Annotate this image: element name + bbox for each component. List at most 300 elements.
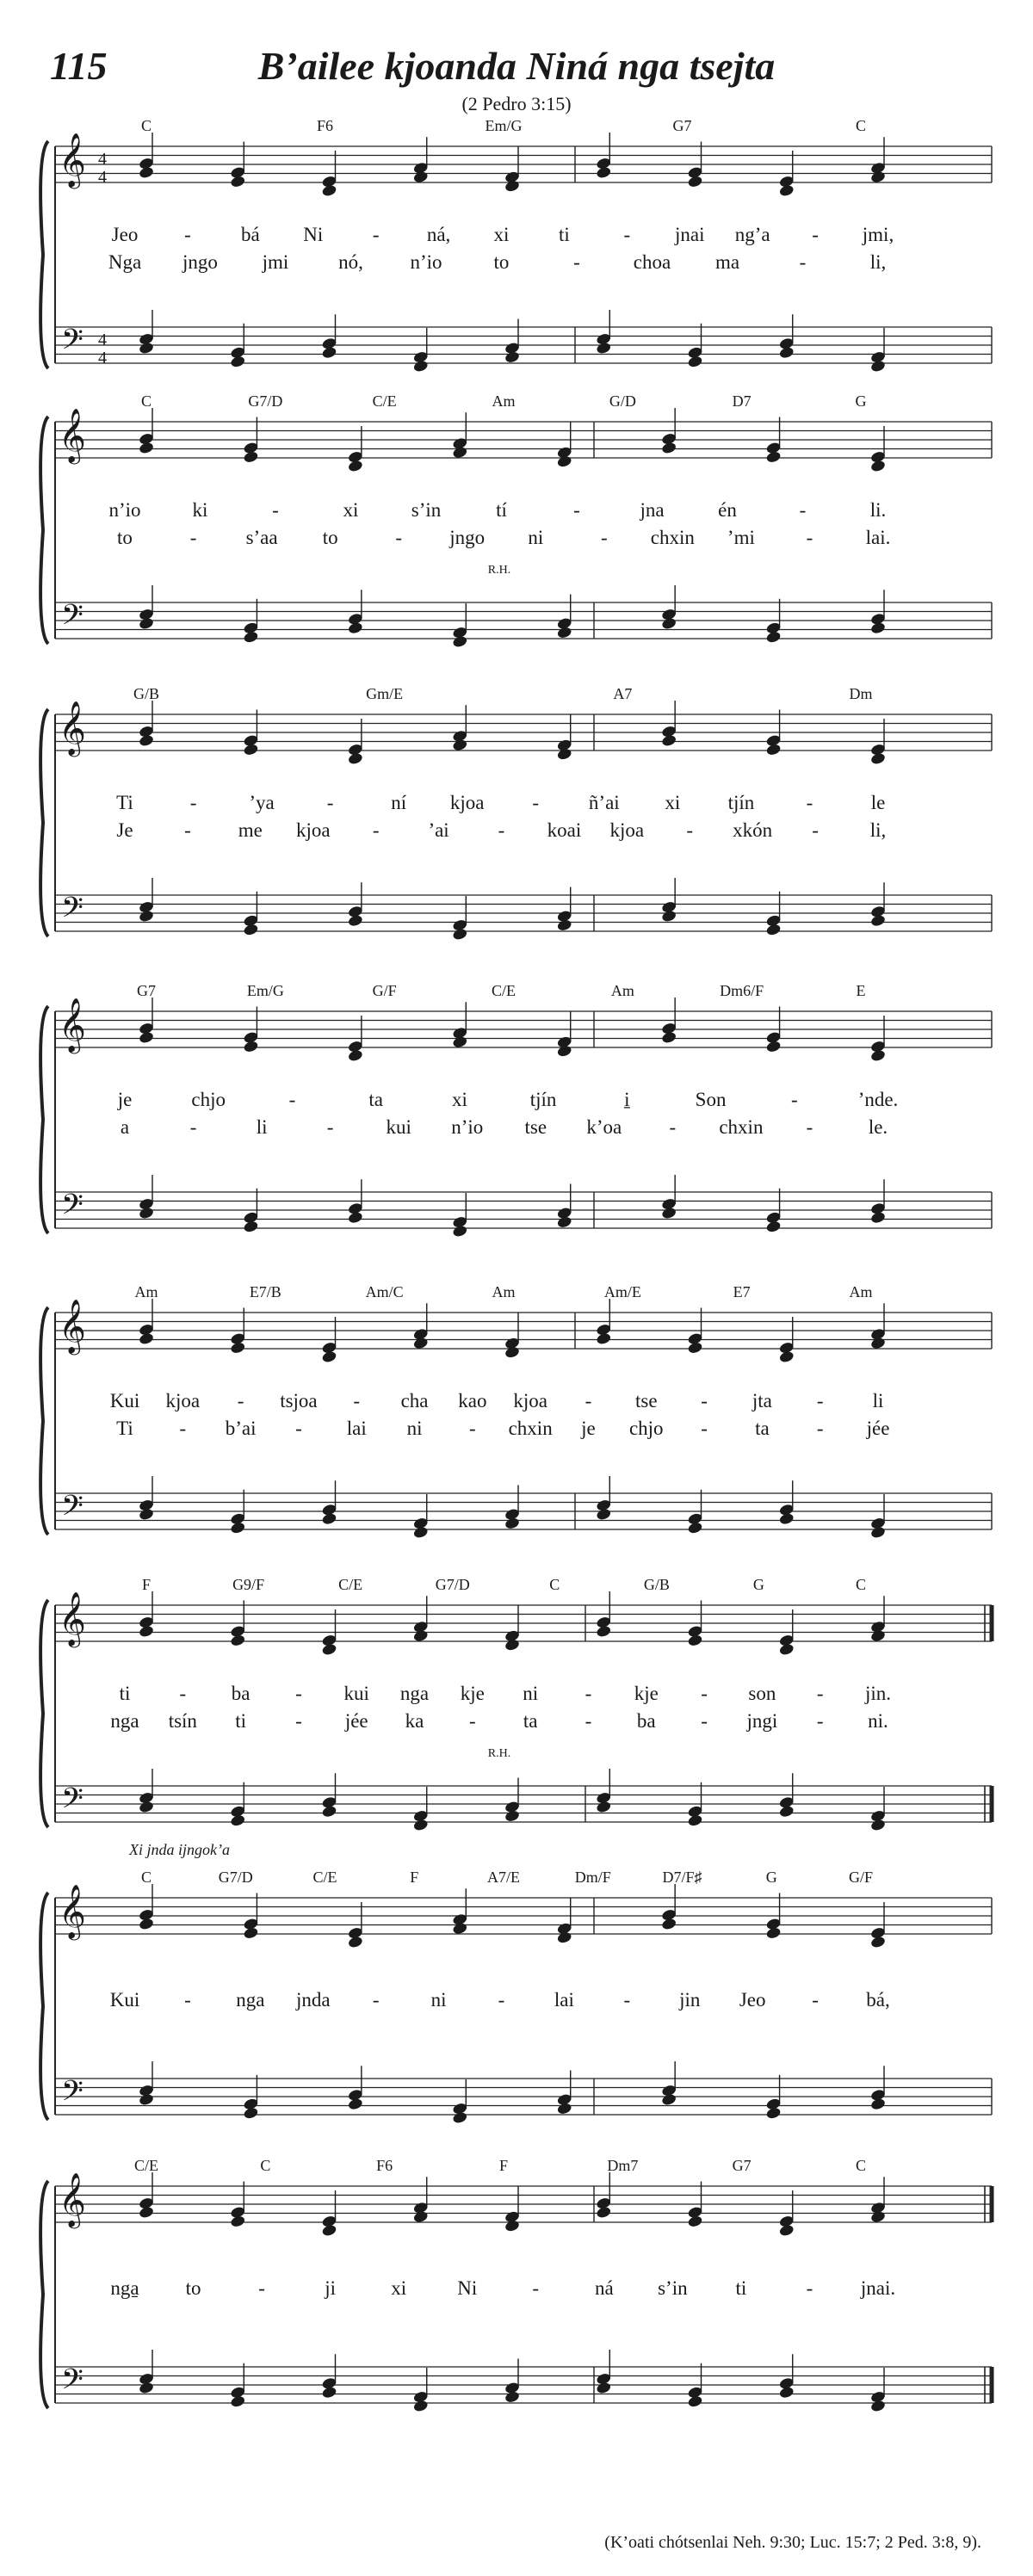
bass-clef-icon: 𝄢 bbox=[61, 892, 84, 930]
lyric-verse-1: - bbox=[532, 792, 540, 813]
note-head bbox=[778, 1512, 795, 1526]
lyric-verse-1: nga̱ bbox=[110, 2277, 139, 2299]
note-head bbox=[556, 454, 572, 468]
lyric-verse-1: - bbox=[353, 1390, 361, 1412]
lyric-verse-2: jée bbox=[866, 1418, 890, 1439]
note-head bbox=[412, 2400, 429, 2413]
chord-symbol: G7 bbox=[672, 117, 692, 134]
lyric-verse-1: tjín bbox=[727, 792, 755, 813]
chord-symbol: Am bbox=[492, 392, 516, 410]
note-head bbox=[870, 1337, 887, 1350]
time-signature: 4 bbox=[98, 349, 107, 368]
lyric-verse-2: lai. bbox=[865, 527, 891, 548]
lyric-verse-2: ’mi bbox=[727, 527, 755, 548]
lyric-verse-1: cha bbox=[400, 1390, 429, 1412]
lyric-verse-2: - bbox=[669, 1116, 677, 1138]
note-head bbox=[765, 1220, 782, 1233]
chord-symbol: F bbox=[141, 1576, 152, 1593]
note-head bbox=[452, 1225, 468, 1239]
lyric-verse-2: ta bbox=[755, 1418, 770, 1439]
treble-clef-icon: 𝄞 bbox=[59, 2174, 86, 2226]
lyric-verse-2: li, bbox=[869, 819, 887, 841]
note-head bbox=[556, 747, 572, 761]
lyric-verse-2: chxin bbox=[508, 1418, 553, 1439]
lyric-verse-1: - bbox=[623, 224, 631, 245]
lyric-verse-1: - bbox=[806, 792, 813, 813]
lyric-verse-1: ná bbox=[594, 2277, 614, 2299]
note-head bbox=[556, 918, 572, 932]
lyric-verse-1: - bbox=[585, 1683, 592, 1704]
chord-symbol: E7/B bbox=[249, 1283, 281, 1300]
chord-symbol: D7/F♯ bbox=[662, 1869, 702, 1886]
chord-symbol: C/E bbox=[491, 982, 516, 999]
note-head bbox=[230, 1521, 246, 1535]
chord-symbol: G/F bbox=[848, 1869, 874, 1886]
lyric-verse-1: xi bbox=[665, 792, 681, 813]
lyric-verse-1: le bbox=[870, 792, 886, 813]
lyric-verse-2: le. bbox=[868, 1116, 888, 1138]
lyric-verse-1: xi bbox=[343, 499, 359, 521]
lyric-verse-1: - bbox=[532, 2277, 540, 2299]
note-head bbox=[139, 1031, 155, 1045]
note-head bbox=[347, 752, 363, 766]
note-head bbox=[556, 1215, 572, 1229]
lyric-verse-1: jnai bbox=[675, 224, 705, 245]
note-head bbox=[412, 360, 429, 374]
lyric-verse-1: ng’a bbox=[734, 224, 770, 245]
time-signature: 4 bbox=[98, 330, 107, 349]
note-head bbox=[412, 1526, 429, 1540]
lyric-verse-2: - bbox=[806, 1116, 813, 1138]
chord-symbol: C bbox=[140, 1869, 152, 1886]
note-head bbox=[412, 170, 429, 184]
note-head bbox=[139, 2093, 155, 2107]
note-head bbox=[452, 1922, 468, 1936]
note-head bbox=[765, 630, 782, 644]
treble-clef-icon: 𝄞 bbox=[59, 999, 86, 1051]
note-head bbox=[765, 743, 782, 757]
note-head bbox=[452, 635, 468, 649]
note-head bbox=[321, 346, 337, 360]
note-head bbox=[870, 1629, 887, 1643]
note-head bbox=[347, 2097, 363, 2111]
lyric-verse-1: lai bbox=[554, 1989, 574, 2011]
lyric-verse-2: Ti bbox=[116, 1418, 133, 1439]
note-head bbox=[452, 1035, 468, 1049]
lyric-verse-1: - bbox=[237, 1390, 244, 1412]
chord-symbol: Em/G bbox=[246, 982, 284, 999]
lyric-verse-2: - bbox=[585, 1710, 592, 1732]
note-head bbox=[556, 2102, 572, 2116]
lyric-verse-2: kjoa bbox=[295, 819, 331, 841]
note-head bbox=[139, 342, 155, 355]
lyric-verse-1: ná, bbox=[426, 224, 451, 245]
lyric-verse-1: i̱ bbox=[624, 1089, 630, 1110]
note-head bbox=[661, 734, 677, 748]
lyric-verse-1: - bbox=[184, 224, 191, 245]
lyric-verse-1: - bbox=[184, 1989, 191, 2011]
note-head bbox=[661, 1918, 677, 1931]
note-head bbox=[687, 1634, 703, 1647]
lyric-verse-1: ti bbox=[119, 1683, 131, 1704]
note-head bbox=[870, 170, 887, 184]
chord-symbol: G bbox=[765, 1869, 777, 1886]
note-head bbox=[452, 2111, 468, 2125]
lyric-verse-1: bá, bbox=[866, 1989, 890, 2011]
lyric-verse-2: - bbox=[184, 819, 191, 841]
lyric-verse-1: - bbox=[498, 1989, 505, 2011]
lyric-verse-2: - bbox=[816, 1710, 824, 1732]
bass-clef-icon: 𝄢 bbox=[61, 599, 84, 638]
lyric-verse-1: jmi, bbox=[862, 224, 894, 245]
note-head bbox=[596, 166, 612, 180]
note-head bbox=[321, 1805, 337, 1819]
lyric-verse-2: ni. bbox=[868, 1710, 888, 1732]
lyric-verse-1: - bbox=[812, 1989, 819, 2011]
lyric-verse-1: kui bbox=[343, 1683, 369, 1704]
chord-symbol: G7 bbox=[137, 982, 156, 999]
lyric-verse-2: kjoa bbox=[609, 819, 645, 841]
note-head bbox=[321, 1512, 337, 1526]
lyric-verse-2: - bbox=[189, 1116, 197, 1138]
bass-clef-icon: 𝄢 bbox=[61, 1782, 84, 1821]
note-head bbox=[347, 460, 363, 473]
treble-clef-icon: 𝄞 bbox=[59, 1300, 86, 1352]
lyric-verse-1: nga bbox=[236, 1989, 265, 2011]
lyric-verse-1: Ni bbox=[303, 224, 324, 245]
note-head bbox=[870, 1819, 887, 1832]
note-head bbox=[230, 175, 246, 188]
time-signature: 4 bbox=[98, 150, 107, 169]
lyric-verse-1: ki bbox=[192, 499, 208, 521]
note-head bbox=[765, 923, 782, 936]
lyric-verse-1: - bbox=[816, 1683, 824, 1704]
lyric-verse-2: ti bbox=[235, 1710, 247, 1732]
note-head bbox=[321, 1350, 337, 1364]
lyric-verse-2: - bbox=[498, 819, 505, 841]
chord-symbol: C/E bbox=[372, 392, 397, 410]
lyric-verse-1: tí bbox=[496, 499, 507, 521]
chord-symbol: A7 bbox=[613, 685, 633, 702]
lyric-verse-1: bá bbox=[240, 224, 260, 245]
note-head bbox=[556, 1930, 572, 1944]
lyric-verse-1: - bbox=[179, 1683, 187, 1704]
note-head bbox=[230, 2394, 246, 2408]
chord-symbol: Em/G bbox=[485, 117, 523, 134]
lyric-verse-1: Kui bbox=[109, 1989, 140, 2011]
lyric-verse-2: ni bbox=[406, 1418, 423, 1439]
note-head bbox=[452, 446, 468, 460]
lyric-verse-2: Nga bbox=[108, 251, 142, 273]
chord-symbol: E bbox=[856, 982, 866, 999]
note-head bbox=[596, 2381, 612, 2395]
lyric-verse-1: tse bbox=[634, 1390, 658, 1412]
lyric-verse-1: - bbox=[272, 499, 279, 521]
note-head bbox=[687, 2215, 703, 2228]
lyric-verse-1: - bbox=[258, 2277, 265, 2299]
lyric-verse-1: nga bbox=[399, 1683, 430, 1704]
note-head bbox=[243, 1220, 259, 1233]
lyric-verse-2: a bbox=[120, 1116, 130, 1138]
note-head bbox=[870, 1211, 887, 1225]
lyric-verse-2: - bbox=[326, 1116, 334, 1138]
note-head bbox=[870, 752, 887, 766]
chord-symbol: C bbox=[855, 1576, 867, 1593]
note-head bbox=[661, 617, 677, 631]
note-head bbox=[778, 1350, 795, 1364]
chord-symbol: Gm/E bbox=[366, 685, 404, 702]
chord-symbol: C/E bbox=[312, 1869, 337, 1886]
note-head bbox=[661, 1031, 677, 1045]
chord-symbol: Dm/F bbox=[574, 1869, 611, 1886]
lyric-verse-2: chxin bbox=[650, 527, 695, 548]
lyric-verse-2: jée bbox=[344, 1710, 368, 1732]
lyric-verse-2: b’ai bbox=[225, 1418, 257, 1439]
lyric-verse-2: - bbox=[701, 1710, 708, 1732]
lyric-verse-2: ka bbox=[405, 1710, 424, 1732]
lyric-verse-2: n’io bbox=[451, 1116, 484, 1138]
lyric-verse-2: - bbox=[179, 1418, 187, 1439]
lyric-verse-2: s’aa bbox=[245, 527, 278, 548]
chord-symbol: C/E bbox=[338, 1576, 363, 1593]
hymn-number: 115 bbox=[50, 44, 108, 88]
note-head bbox=[139, 1625, 155, 1639]
bass-clef-icon: 𝄢 bbox=[61, 2363, 84, 2402]
note-head bbox=[870, 460, 887, 473]
lyric-verse-1: s’in bbox=[411, 499, 442, 521]
bass-clef-icon: 𝄢 bbox=[61, 1189, 84, 1227]
note-head bbox=[230, 1341, 246, 1355]
chord-symbol: G/D bbox=[609, 392, 636, 410]
note-head bbox=[139, 734, 155, 748]
scripture-reference: (2 Pedro 3:15) bbox=[461, 93, 572, 114]
lyric-verse-2: chjo bbox=[628, 1418, 664, 1439]
lyric-verse-2: nó, bbox=[338, 251, 363, 273]
bass-clef-icon: 𝄢 bbox=[61, 2075, 84, 2114]
note-head bbox=[347, 914, 363, 928]
system-bracket bbox=[40, 1893, 48, 2120]
lyric-verse-1: - bbox=[189, 792, 197, 813]
note-head bbox=[661, 2093, 677, 2107]
chord-symbol: Am bbox=[134, 1283, 158, 1300]
lyric-verse-2: k’oa bbox=[586, 1116, 622, 1138]
lyric-verse-1: Kui bbox=[109, 1390, 140, 1412]
note-head bbox=[596, 2206, 612, 2220]
lyric-verse-1: jin. bbox=[864, 1683, 892, 1704]
lyric-verse-1: - bbox=[326, 792, 334, 813]
note-head bbox=[139, 1207, 155, 1220]
note-head bbox=[452, 928, 468, 942]
chord-symbol: G7/D bbox=[248, 392, 283, 410]
lyric-verse-1: - bbox=[816, 1390, 824, 1412]
lyric-verse-1: ’nde. bbox=[857, 1089, 899, 1110]
note-head bbox=[504, 350, 521, 364]
note-head bbox=[870, 2210, 887, 2224]
chord-symbol: C bbox=[855, 2157, 867, 2174]
note-head bbox=[243, 450, 259, 464]
note-head bbox=[139, 1918, 155, 1931]
note-head bbox=[504, 179, 521, 193]
note-head bbox=[778, 1643, 795, 1657]
treble-clef-icon: 𝄞 bbox=[59, 1886, 86, 1937]
bass-clef-icon: 𝄢 bbox=[61, 1490, 84, 1529]
bass-clef-icon: 𝄢 bbox=[61, 324, 84, 362]
note-head bbox=[412, 2210, 429, 2224]
hymn-title: B’ailee kjoanda Niná nga tsejta bbox=[257, 44, 776, 88]
note-head bbox=[661, 910, 677, 924]
chord-symbol: G bbox=[855, 392, 867, 410]
chord-symbol: Am/C bbox=[365, 1283, 404, 1300]
chord-symbol: C bbox=[549, 1576, 560, 1593]
note-head bbox=[347, 1049, 363, 1063]
hand-marking: R.H. bbox=[487, 1747, 511, 1760]
chord-symbol: E7 bbox=[733, 1283, 751, 1300]
lyric-verse-1: chjo bbox=[191, 1089, 226, 1110]
note-head bbox=[504, 1638, 521, 1652]
note-head bbox=[139, 1801, 155, 1814]
note-head bbox=[687, 2394, 703, 2408]
lyric-verse-1: - bbox=[623, 1989, 631, 2011]
lyric-verse-2: to bbox=[493, 251, 510, 273]
lyric-verse-1: xi bbox=[391, 2277, 407, 2299]
note-head bbox=[765, 450, 782, 464]
note-head bbox=[765, 2106, 782, 2120]
lyric-verse-1: s’in bbox=[658, 2277, 688, 2299]
chord-symbol: G7/D bbox=[435, 1576, 470, 1593]
note-head bbox=[687, 175, 703, 188]
time-signature: 4 bbox=[98, 168, 107, 187]
chord-symbol: G/F bbox=[372, 982, 397, 999]
chord-symbol: D7 bbox=[732, 392, 752, 410]
lyric-verse-1: li. bbox=[869, 499, 887, 521]
lyric-verse-1: - bbox=[372, 1989, 380, 2011]
lyric-verse-1: Ni bbox=[457, 2277, 478, 2299]
note-head bbox=[230, 1813, 246, 1827]
lyric-verse-2: - bbox=[816, 1418, 824, 1439]
lyric-verse-1: kjoa bbox=[513, 1390, 547, 1412]
system-bracket bbox=[40, 141, 48, 368]
note-head bbox=[870, 1049, 887, 1063]
note-head bbox=[504, 1517, 521, 1530]
note-head bbox=[596, 1332, 612, 1346]
note-head bbox=[504, 1809, 521, 1823]
lyric-verse-2: jngi bbox=[746, 1710, 778, 1732]
lyric-verse-1: kje bbox=[460, 1683, 485, 1704]
note-head bbox=[243, 743, 259, 757]
chord-symbol: G bbox=[752, 1576, 764, 1593]
note-head bbox=[778, 2224, 795, 2238]
lyric-verse-2: tsín bbox=[168, 1710, 197, 1732]
lyric-verse-1: ba bbox=[231, 1683, 251, 1704]
note-head bbox=[765, 1926, 782, 1940]
lyric-verse-1: - bbox=[701, 1390, 708, 1412]
lyric-verse-1: je bbox=[117, 1089, 133, 1110]
note-head bbox=[870, 621, 887, 635]
lyric-verse-1: ’ya bbox=[249, 792, 275, 813]
lyric-verse-1: - bbox=[799, 499, 807, 521]
treble-clef-icon: 𝄞 bbox=[59, 702, 86, 754]
system-bracket bbox=[40, 2181, 48, 2408]
system-bracket bbox=[40, 1307, 48, 1535]
treble-clef-icon: 𝄞 bbox=[59, 134, 86, 186]
hand-marking: R.H. bbox=[487, 564, 511, 577]
chord-symbol: Am bbox=[492, 1283, 516, 1300]
refrain-label: Xi jnda ijngok’a bbox=[129, 1841, 230, 1858]
note-head bbox=[243, 1040, 259, 1053]
lyric-verse-1: - bbox=[806, 2277, 813, 2299]
lyric-verse-1: jin bbox=[679, 1989, 701, 2011]
lyric-verse-1: kjoa bbox=[165, 1390, 201, 1412]
treble-clef-icon: 𝄞 bbox=[59, 410, 86, 461]
note-head bbox=[661, 1207, 677, 1220]
lyric-verse-1: jta bbox=[752, 1390, 772, 1412]
lyric-verse-2: lai bbox=[346, 1418, 367, 1439]
lyric-verse-1: - bbox=[790, 1089, 798, 1110]
lyric-verse-1: ji bbox=[325, 2277, 337, 2299]
lyric-verse-2: koai bbox=[547, 819, 582, 841]
note-head bbox=[321, 184, 337, 198]
note-head bbox=[870, 914, 887, 928]
note-head bbox=[870, 360, 887, 374]
lyric-verse-1: kao bbox=[458, 1390, 487, 1412]
note-head bbox=[412, 1629, 429, 1643]
lyric-verse-1: - bbox=[573, 499, 580, 521]
note-head bbox=[596, 1625, 612, 1639]
chord-symbol: Am bbox=[610, 982, 634, 999]
lyric-verse-1: ti bbox=[559, 224, 570, 245]
note-head bbox=[243, 1926, 259, 1940]
chord-symbol: C bbox=[855, 117, 867, 134]
note-head bbox=[139, 2381, 155, 2395]
chord-symbol: G9/F bbox=[232, 1576, 265, 1593]
lyric-verse-2: li, bbox=[869, 251, 887, 273]
lyric-verse-1: Jeo bbox=[739, 1989, 766, 2011]
lyric-verse-1: ti bbox=[735, 2277, 747, 2299]
lyric-verse-1: xi bbox=[493, 224, 510, 245]
system-bracket bbox=[40, 1600, 48, 1827]
lyric-verse-2: - bbox=[799, 251, 807, 273]
lyric-verse-1: - bbox=[701, 1683, 708, 1704]
note-head bbox=[139, 1332, 155, 1346]
note-head bbox=[139, 910, 155, 924]
lyric-verse-2: je bbox=[581, 1418, 596, 1439]
note-head bbox=[230, 2215, 246, 2228]
note-head bbox=[321, 1643, 337, 1657]
lyric-verse-1: xi bbox=[451, 1089, 467, 1110]
lyric-verse-1: tsjoa bbox=[280, 1390, 318, 1412]
lyric-verse-2: - bbox=[686, 819, 694, 841]
note-head bbox=[412, 1337, 429, 1350]
footer-references: (K’oati chótsenlai Neh. 9:30; Luc. 15:7; 2 Ped. 3:8, 9). bbox=[604, 2533, 981, 2552]
chord-symbol: G/B bbox=[133, 685, 160, 702]
note-head bbox=[139, 2206, 155, 2220]
note-head bbox=[870, 1936, 887, 1949]
lyric-verse-2: Je bbox=[116, 819, 133, 841]
lyric-verse-1: ni bbox=[523, 1683, 539, 1704]
note-head bbox=[504, 1345, 521, 1359]
note-head bbox=[687, 1813, 703, 1827]
chord-symbol: F bbox=[410, 1869, 419, 1886]
lyric-verse-1: - bbox=[812, 224, 819, 245]
lyric-verse-2: - bbox=[600, 527, 608, 548]
note-head bbox=[243, 630, 259, 644]
note-head bbox=[778, 1805, 795, 1819]
lyric-verse-1: Jeo bbox=[111, 224, 139, 245]
system-bracket bbox=[40, 1006, 48, 1233]
lyric-verse-1: son bbox=[748, 1683, 776, 1704]
lyric-verse-1: jnda bbox=[295, 1989, 331, 2011]
note-head bbox=[139, 442, 155, 455]
